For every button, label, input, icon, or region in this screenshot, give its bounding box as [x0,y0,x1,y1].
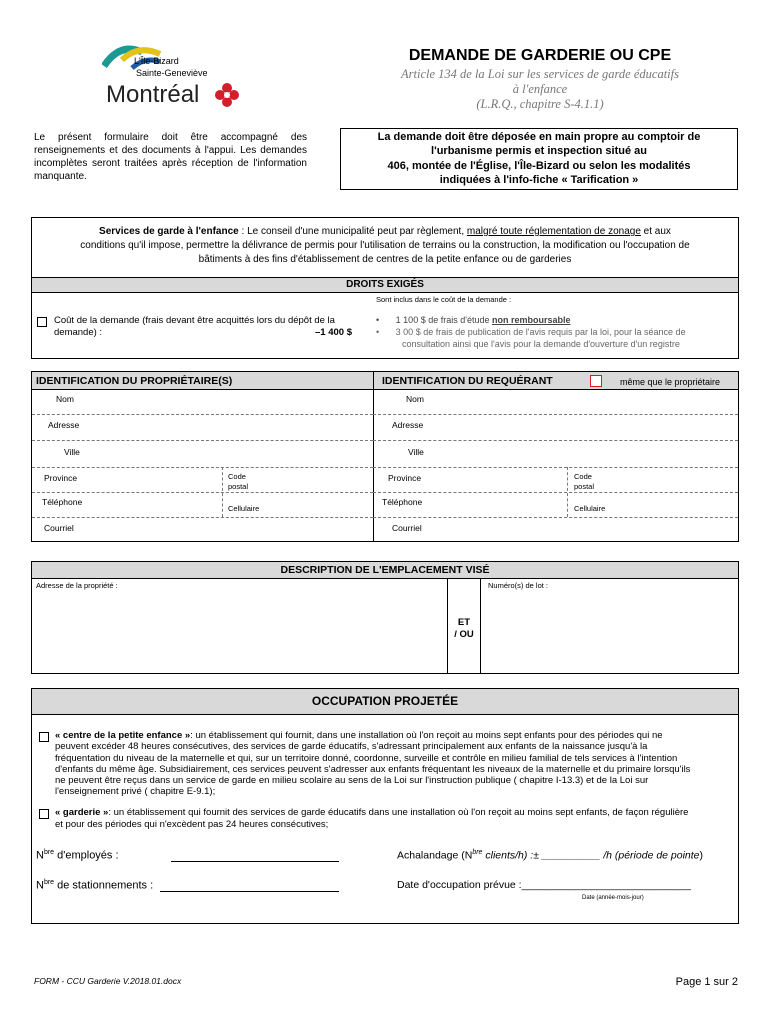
employes-n: N [36,849,44,862]
garderie-line-2: et pour des périodes qui n'excèdent pas 24 heures consécutives; [55,819,329,830]
services-line-1 [32,226,738,237]
cost-checkbox[interactable] [37,317,47,327]
cpe-checkbox[interactable] [39,732,49,742]
intro-text: Le présent formulaire doit être accompagné des renseignements et des documents à l'appui. Les demandes incomplètes seront traitées après réception de l'information manquante. [34,132,307,182]
cpe-line-5: ne peuvent être reçus dans un service de garde en milieu scolaire au sens de la Loi sur l'instruction publique ( chapitre I-13.3) et de la Loi sur [55,775,649,787]
prop-ville-field[interactable] [32,467,373,468]
stationnements-label [36,879,153,892]
services-text-1: : Le conseil d'une municipalité peut par règlement, [238,226,467,237]
services-line-3: bâtiments à des fins d'établissement de centres de la petite enfance ou de garderies [198,254,572,265]
prop-telephone-field[interactable] [32,517,373,518]
employes-label [36,849,119,862]
employes-sup: bre [43,849,55,856]
stationnements-n: N [36,879,44,892]
same-as-owner-checkbox[interactable] [590,375,602,387]
garderie-lead: « garderie » [55,807,109,818]
services-underlined: malgré toute réglementation de zonage [466,226,641,237]
prop-nom-label: Nom [56,394,74,404]
garderie-line-1 [55,807,735,819]
deposit-line-1: La demande doit être déposée en main propre au comptoir de [377,131,701,143]
cpe-line-3: fréquentation du niveau de la maternelle et qui, sur un territoire donné, coordonne, surveille et contrôle en milieu familial de tels services à l'intention [55,752,678,764]
prop-adresse-field[interactable] [32,440,373,441]
identification-divider [373,372,374,541]
stationnements-sup: bre [43,879,55,886]
deposit-line-3: 406, montée de l'Église, l'Île-Bizard ou selon les modalités [387,160,691,172]
cost-line-1: Coût de la demande (frais devant être acquittés lors du dépôt de la [54,315,335,326]
prop-courriel-label: Courriel [44,523,74,533]
cost-amount: –1 400 $ [315,327,352,338]
req-ville-field[interactable] [373,467,738,468]
req-province-field[interactable] [373,492,738,493]
services-section [31,217,739,359]
form-subtitle-2: à l'enfance [512,82,568,96]
prop-province-field[interactable] [32,492,373,493]
stationnements-field[interactable] [160,891,339,892]
cpe-line-2: peuvent excéder 48 heures consécutives, des services de garde éducatifs, s'adressant principalement aux enfants de la naissance jusqu'à la [55,741,648,753]
prop-code-label-2: postal [228,482,249,491]
bullet-2-line-2: consultation ainsi que l'avis pour la demande d'ouverture d'un registre [402,339,680,349]
req-adresse-label: Adresse [392,420,424,430]
deposit-line-2: l'urbanisme permis et inspection situé au [431,145,647,157]
req-cellulaire-label: Cellulaire [574,504,606,513]
bullet-2 [376,327,686,337]
logo [100,40,250,115]
garderie-description [55,807,735,831]
prop-cellulaire-label: Cellulaire [228,504,260,513]
req-nom-label: Nom [406,394,424,404]
cpe-line-6: l'enseignement privé ( chapitre E-9.1); [55,786,216,798]
cpe-line-1 [55,730,735,741]
req-code-label-2: postal [574,482,595,491]
montreal-rose-icon [214,82,240,108]
same-as-owner-label: même que le propriétaire [620,377,721,387]
emplacement-lots-label: Numéro(s) de lot : [488,581,549,590]
logo-city: Montréal [106,81,200,108]
deposit-line-4: indiquées à l'info-fiche « Tarification » [439,174,639,186]
req-ville-label: Ville [408,447,424,457]
bullet-2-line-1: 3 00 $ de frais de publication de l'avis requis par la loi, pour la séance de [395,327,686,337]
prop-nom-field[interactable] [32,414,373,415]
cpe-text-1: : un établissement qui fournit, dans une installation où l'on reçoit au moins sept enfants pour des périodes qui ne [190,730,663,741]
bullet-2-dot: • [376,327,380,337]
form-subtitle-3: (L.R.Q., chapitre S-4.1.1) [476,97,604,111]
date-format-hint: Date (année-mois-jour) [582,895,644,901]
bullet-1-dot: • [376,315,380,325]
services-line-2: conditions qu'il impose, permettre la délivrance de permis pour l'utilisation de terrains ou la construction, la modification ou l'occupation de [80,240,690,251]
requerant-header: IDENTIFICATION DU REQUÉRANT [382,375,553,387]
cpe-line-4: d'enfants du même âge. Subsidiairement, ces services peuvent s'adresser aux enfants fréquentant les niveaux de la maternelle et du primaire lorsqu'ils [55,763,691,775]
employes-field[interactable] [171,861,339,862]
services-lead: Services de garde à l'enfance [99,226,239,237]
page-number: Page 1 sur 2 [675,976,738,988]
deposit-notice [340,128,738,190]
garderie-text-1: : un établissement qui fournit des services de garde éducatifs dans une installation où l'on reçoit au moins sept enfants, de façon régulière [108,807,689,818]
garderie-checkbox[interactable] [39,809,49,819]
form-id: FORM - CCU Garderie V.2018.01.docx [34,976,182,986]
req-province-label: Province [388,473,422,483]
bullet-1-emphasis: non remboursable [491,315,571,325]
req-telephone-field[interactable] [373,517,738,518]
achalandage-label[interactable] [397,849,703,862]
form-title: DEMANDE DE GARDERIE OU CPE [408,47,672,64]
employes-text: d'employés : [54,849,119,862]
occupation-section [31,688,739,924]
logo-line2: Sainte-Geneviève [136,68,208,78]
emplacement-et: ET [457,617,471,628]
req-nom-field[interactable] [373,414,738,415]
services-text-2: et aux [640,226,671,237]
emplacement-adresse-label: Adresse de la propriété : [36,581,118,590]
form-subtitle-1: Article 134 de la Loi sur les services de garde éducatifs [401,67,679,81]
emplacement-header: DESCRIPTION DE L'EMPLACEMENT VISÉ [32,562,738,579]
cpe-lead: « centre de la petite enfance » [55,730,191,741]
emplacement-adresse-field[interactable] [32,579,452,673]
bullet-1-text: 1 100 $ de frais d'étude [395,315,492,325]
achalandage-c: période de pointe [618,849,700,862]
emplacement-lots-field[interactable] [481,592,738,673]
prop-province-label: Province [44,473,78,483]
achalandage-sup: bre [472,849,483,856]
achalandage-b: clients/h) :± __________ /h ( [482,849,619,862]
prop-telephone-label: Téléphone [42,497,83,507]
cpe-description [55,730,735,798]
logo-line1: L'Île-Bizard [134,56,179,66]
droits-header: DROITS EXIGÉS [32,277,738,293]
identification-section [31,371,739,542]
req-code-label-1: Code [574,472,592,481]
emplacement-section [31,561,739,674]
prop-adresse-label: Adresse [48,420,80,430]
prop-code-label-1: Code [228,472,246,481]
droits-included: Sont inclus dans le coût de la demande : [376,295,512,304]
req-telephone-label: Téléphone [382,497,423,507]
req-adresse-field[interactable] [373,440,738,441]
emplacement-ou: / OU [454,629,474,640]
cost-line-2: demande) : [54,327,103,338]
proprietaire-header: IDENTIFICATION DU PROPRIÉTAIRE(S) [36,375,233,387]
stationnements-text: de stationnements : [54,879,154,892]
bullet-1 [376,315,570,325]
achalandage-a: Achalandage (N [397,849,473,862]
achalandage-d: ) [699,849,704,862]
prop-ville-label: Ville [64,447,80,457]
date-occupation-field[interactable]: Date d'occupation prévue :_____________________________ [397,879,691,891]
req-courriel-label: Courriel [392,523,422,533]
occupation-header: OCCUPATION PROJETÉE [32,689,738,715]
